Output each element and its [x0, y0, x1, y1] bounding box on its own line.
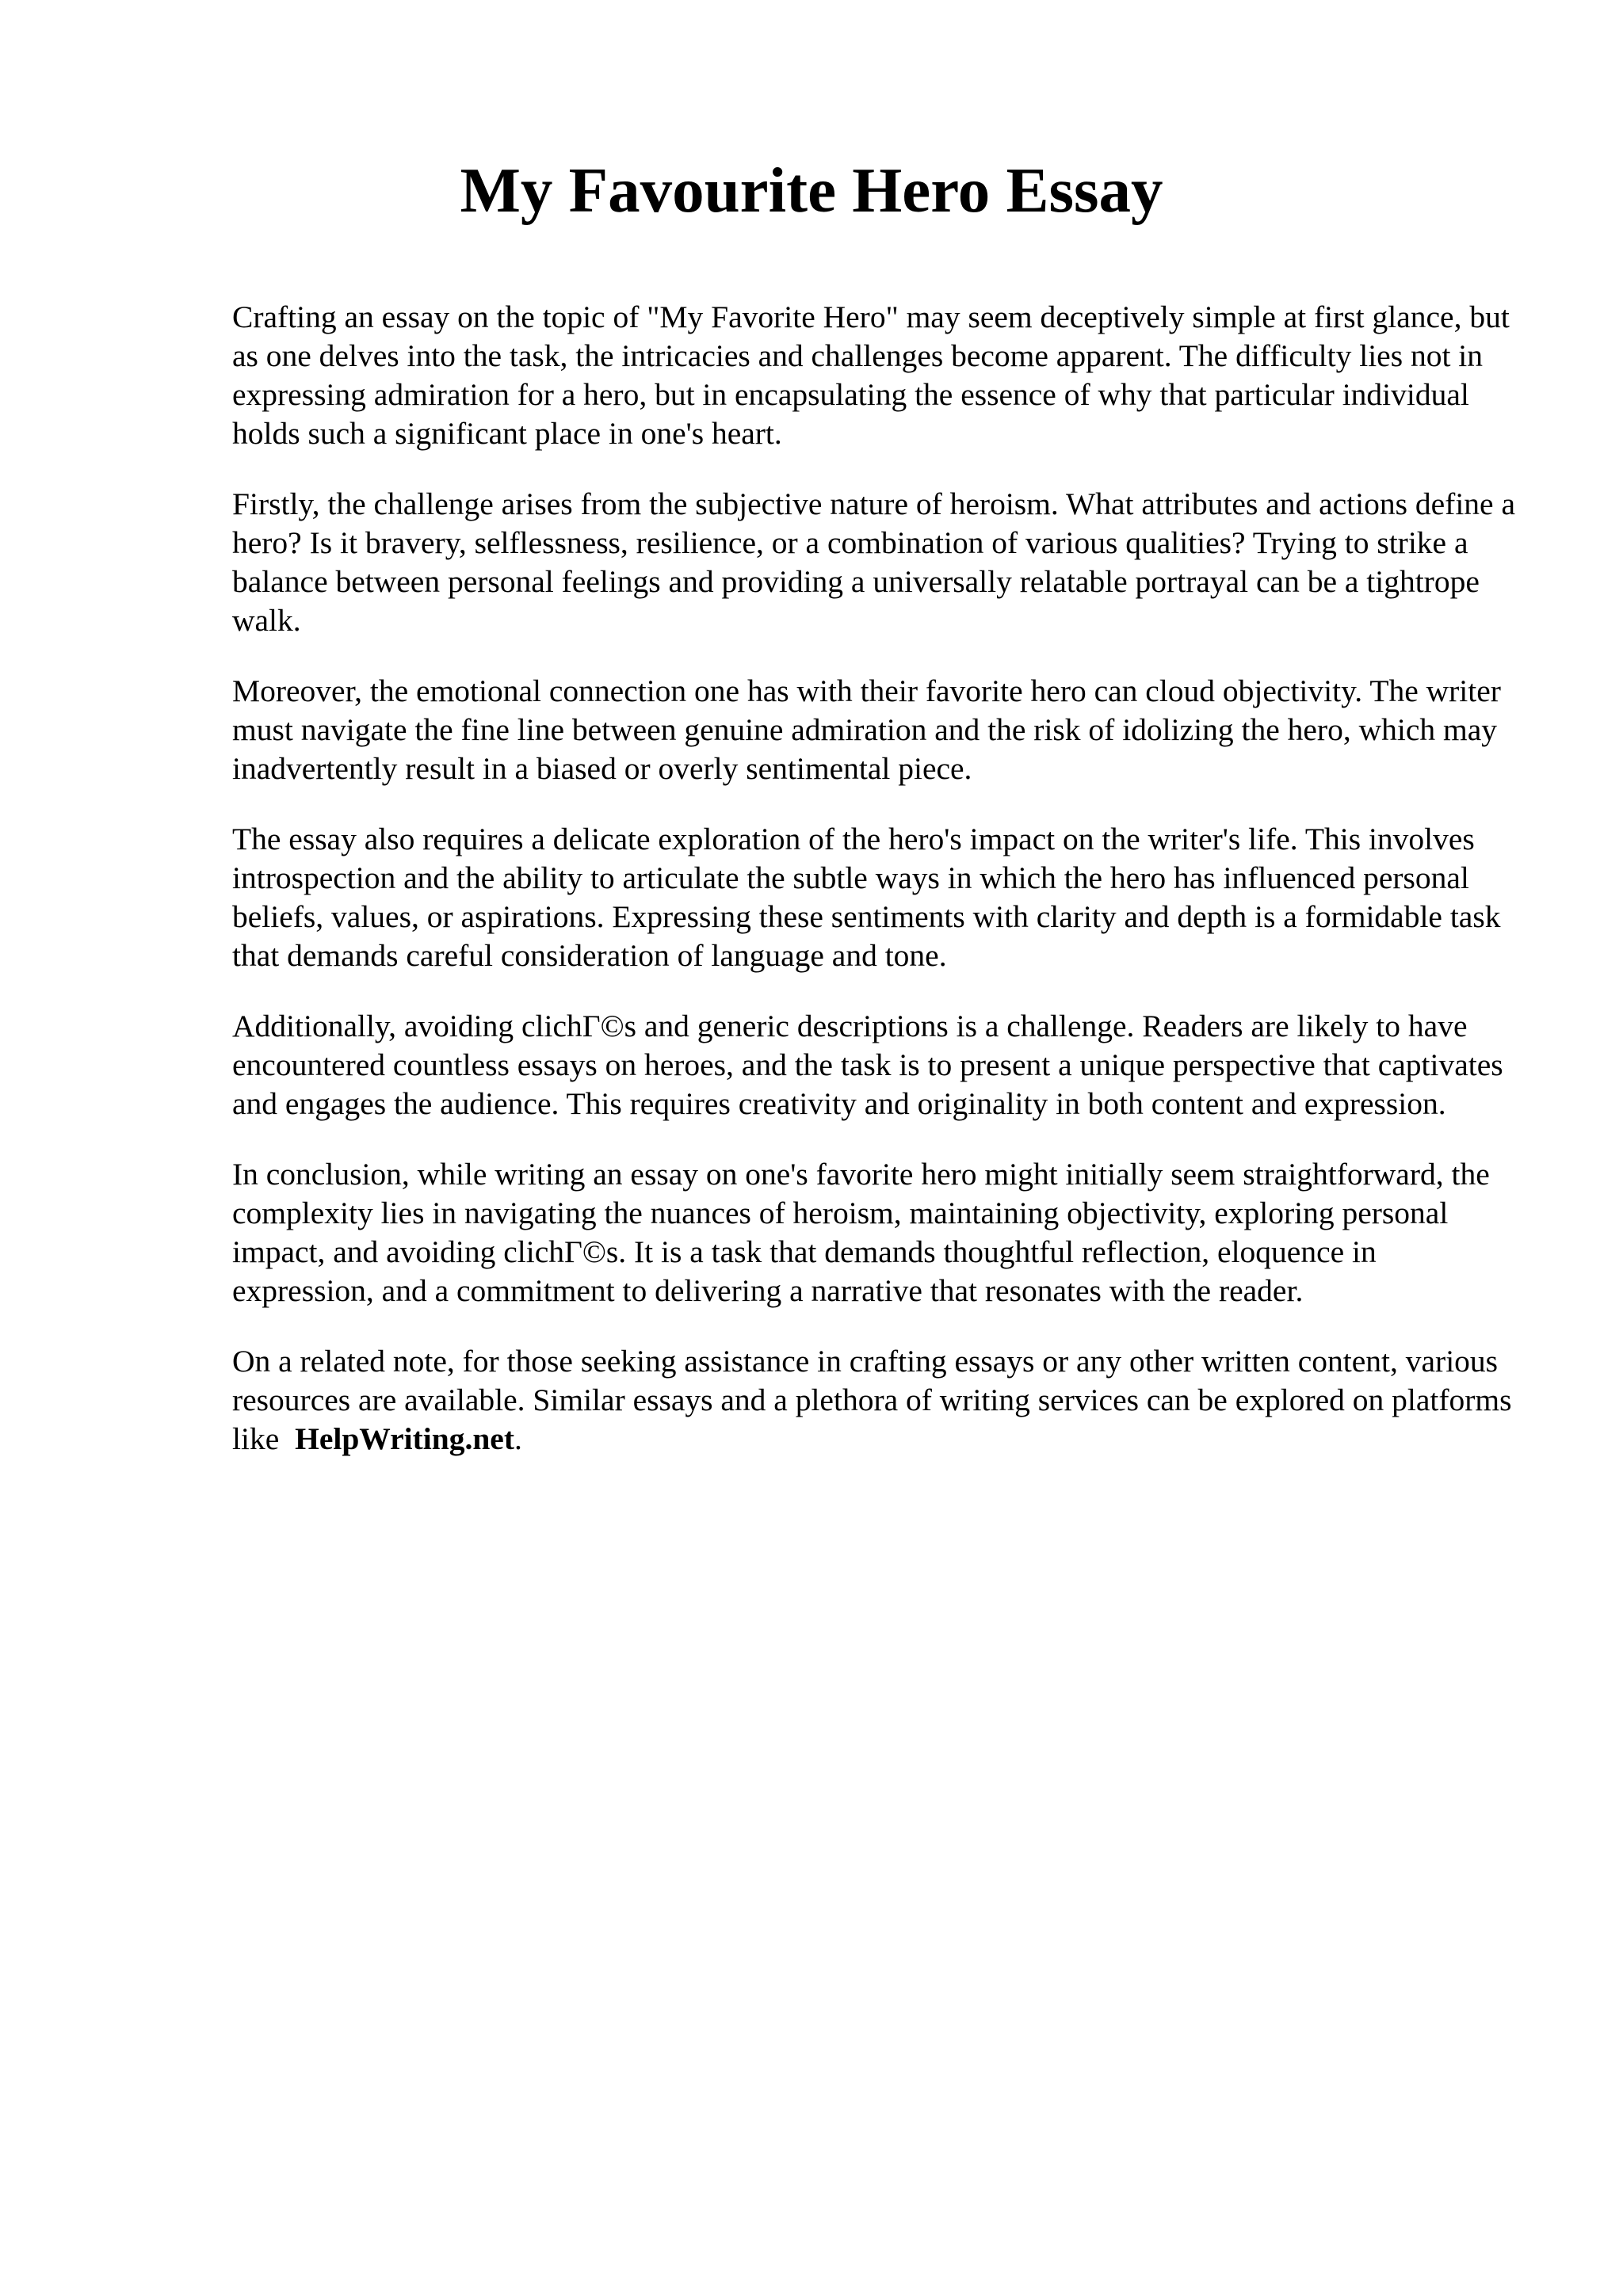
page-title: My Favourite Hero Essay	[460, 154, 1163, 226]
closing-period: .	[514, 1421, 522, 1456]
paragraph-6: In conclusion, while writing an essay on one's favorite hero might initially seem straightforward, the complexity lies in navigating the nuances of heroism, maintaining objectivity, exploring personal impact, and avoiding clichГ©s. It is a task that demands thoughtful reflection, eloquence in expression, and a commitment to delivering a narrative that resonates with the reader.	[232, 1157, 1490, 1308]
closing-paragraph	[232, 1342, 1516, 1459]
paragraph-1: Crafting an essay on the topic of "My Favorite Hero" may seem deceptively simple at first glance, but as one delves into the task, the intricacies and challenges become apparent. The difficulty lies not in expressing admiration for a hero, but in encapsulating the essence of why that particular individual holds such a significant place in one's heart.	[232, 299, 1510, 451]
paragraph-4: The essay also requires a delicate exploration of the hero's impact on the writer's life. This involves introspection and the ability to articulate the subtle ways in which the hero has influenced personal beliefs, values, or aspirations. Expressing these sentiments with clarity and depth is a formidable task that demands careful consideration of language and tone.	[232, 822, 1501, 973]
paragraph-3: Moreover, the emotional connection one has with their favorite hero can cloud objectivity. The writer must navigate the fine line between genuine admiration and the risk of idolizing the hero, which may inadvertently result in a biased or overly sentimental piece.	[232, 673, 1501, 786]
helpwriting-link[interactable]: HelpWriting.net	[295, 1421, 514, 1456]
essay-body	[232, 298, 1516, 1490]
closing-text: On a related note, for those seeking assistance in crafting essays or any other written content, various resources are available. Similar essays and a plethora of writing services can be explored on platforms like	[232, 1344, 1512, 1456]
paragraph-5: Additionally, avoiding clichГ©s and generic descriptions is a challenge. Readers are likely to have encountered countless essays on heroes, and the task is to present a unique perspective that captivates and engages the audience. This requires creativity and originality in both content and expression.	[232, 1009, 1503, 1121]
paragraph-2: Firstly, the challenge arises from the subjective nature of heroism. What attributes and actions define a hero? Is it bravery, selflessness, resilience, or a combination of various qualities? Trying to strike a balance between personal feelings and providing a universally relatable portrayal can be a tightrope walk.	[232, 486, 1515, 638]
